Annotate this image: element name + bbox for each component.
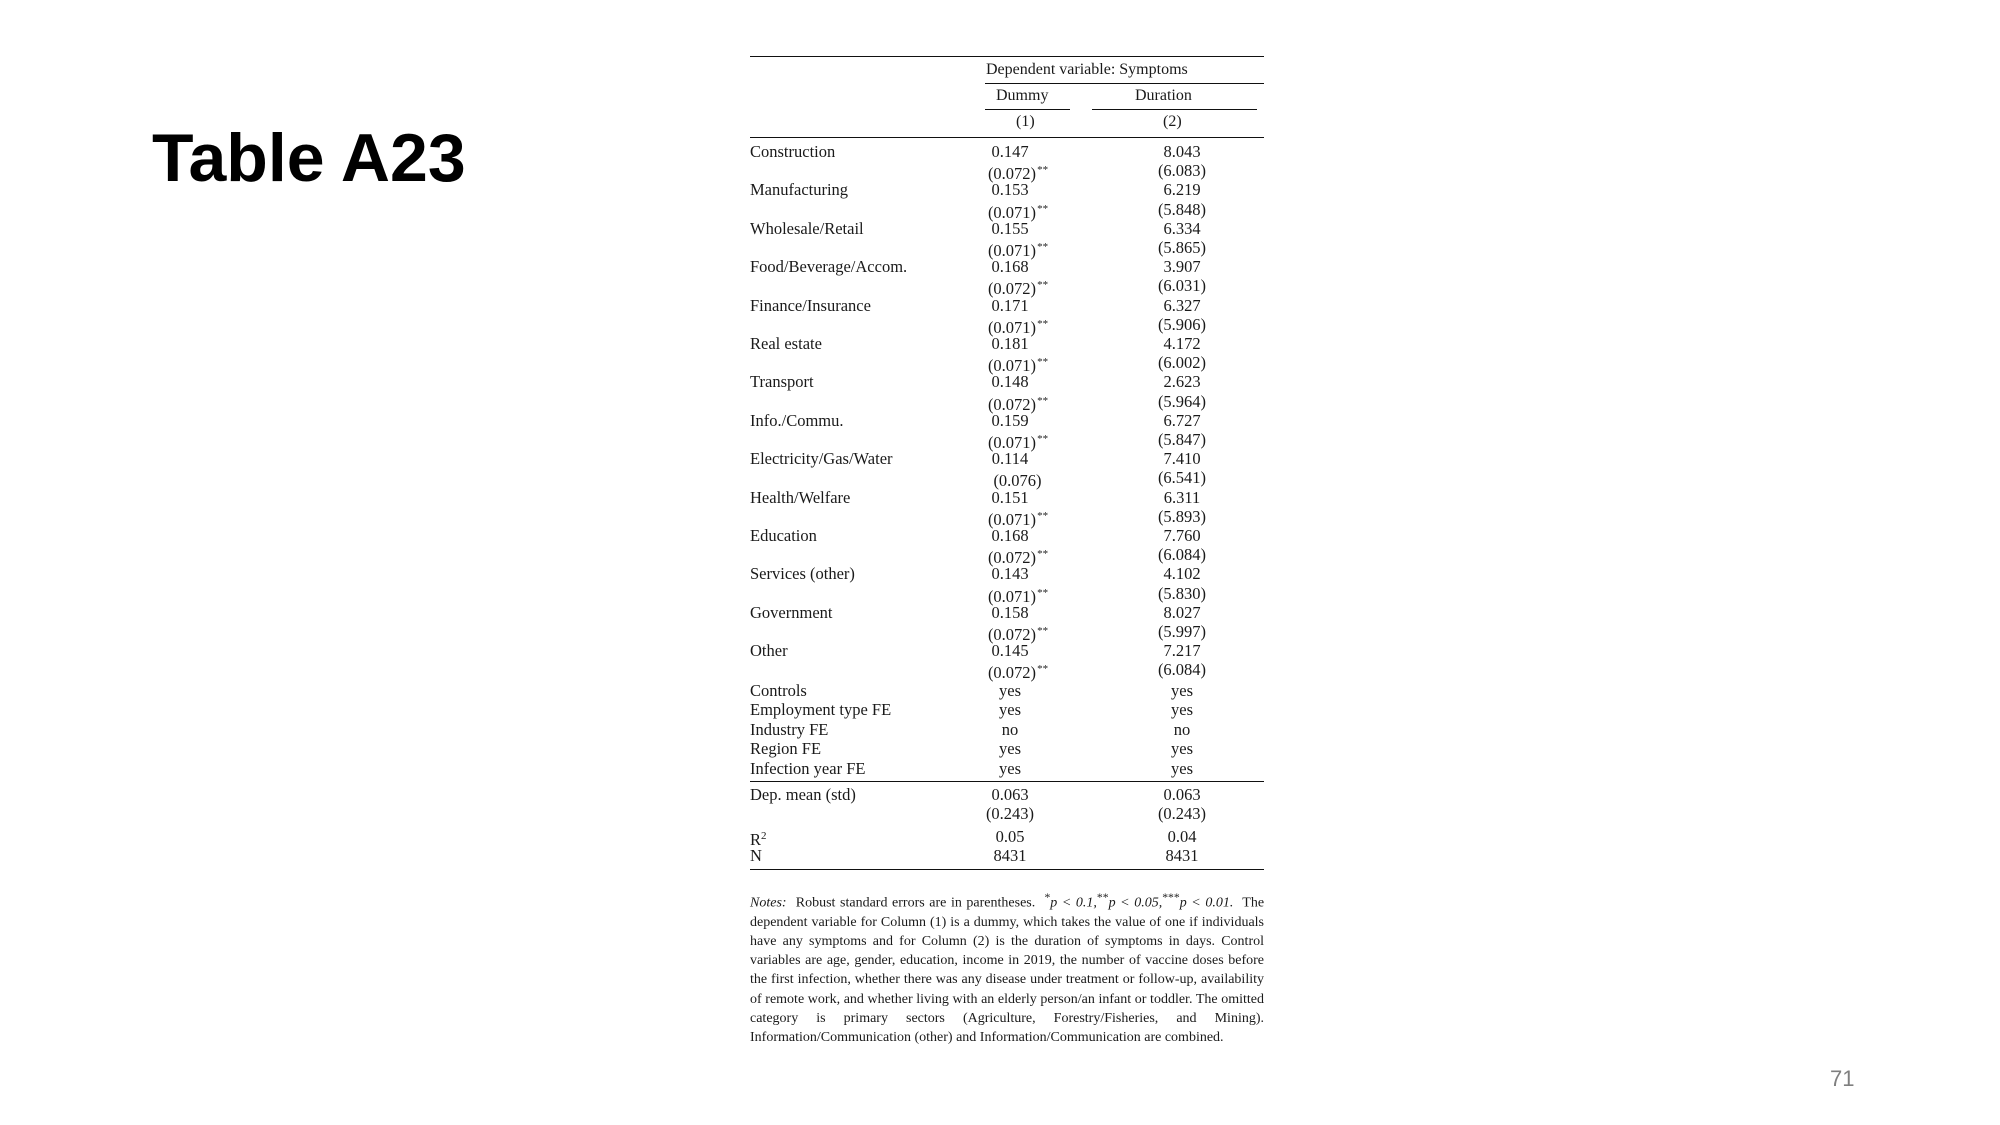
se-col1: (0.072)** [987,394,1049,414]
se-col1: (0.071)** [987,202,1049,222]
coef-row [750,603,1264,622]
dep-mean-col1: 0.063 [991,785,1029,804]
coef-col1: 0.151 [991,487,1029,507]
se-col1: (0.076) [993,471,1042,491]
se-col2: (6.541) [1157,468,1207,488]
significance-stars: ** [1037,394,1049,407]
fixed-effect-col2: yes [1171,681,1193,700]
coef-col1: 0.168 [991,526,1029,545]
coef-row [750,257,1264,276]
fixed-effect-col1: yes [999,681,1021,700]
se-col1: (0.071)** [987,432,1049,452]
significance-stars: ** [1037,317,1049,330]
fixed-effect-row [750,759,1264,778]
dep-mean-col2: 0.063 [1163,785,1201,804]
se-col1: (0.072)** [987,164,1049,184]
coef-col2: 2.623 [1163,372,1201,392]
notes-body: The dependent variable for Column (1) is a dummy, which takes the value of one if individuals have any symptoms and for Column (2) is the duration of symptoms in days. Control variables are age, gender, education, income in 2019, the number of vaccine doses before the first infection, whether there was any disease under treatment or follow-up, availability of remote work, and whether living with an elderly person/an infant or toddler. The omitted category is primary sectors (Agriculture, Forestry/Fisheries, and Mining). Information/Communication (other) and Information/Communication are combined. [750,895,1265,1046]
significance-stars: ** [1037,202,1049,215]
coef-row [750,334,1264,353]
coef-col1: 0.155 [991,218,1029,238]
coef-col1: 0.158 [991,602,1029,622]
stats-rule [750,781,1264,782]
se-col1: (0.071)** [987,509,1049,529]
col1-number: (1) [1016,113,1035,130]
dep-sd-row [750,804,1264,823]
header-rule [750,137,1264,138]
se-col2: (5.847) [1157,429,1207,449]
coef-col1: 0.145 [991,641,1029,661]
se-row [750,621,1264,644]
significance-stars: ** [1037,586,1049,599]
significance-stars: ** [1037,164,1049,177]
se-row [750,660,1264,683]
notes-label: Notes: [750,895,787,911]
row-label: Electricity/Gas/Water [750,449,893,469]
se-row [750,161,1264,184]
significance-stars: ** [1037,663,1049,676]
fixed-effect-label: Controls [750,681,807,700]
significance-stars: ** [1037,240,1049,253]
col1-underline [985,109,1070,110]
coef-col2: 7.760 [1163,526,1201,545]
se-col2: (6.031) [1157,276,1207,296]
se-col2: (5.906) [1157,314,1207,334]
coef-col2: 7.217 [1163,641,1201,661]
significance-stars: ** [1037,548,1049,561]
fixed-effect-col2: yes [1171,739,1193,759]
coef-col1: 0.147 [991,142,1029,161]
row-label: Info./Commu. [750,410,844,430]
coef-col1: 0.168 [991,257,1029,277]
coef-row [750,488,1264,507]
fixed-effect-label: Region FE [750,739,822,759]
se-col2: (5.865) [1157,237,1207,257]
row-label: Real estate [750,334,822,353]
coef-row [750,219,1264,238]
se-col1: (0.072)** [987,279,1049,299]
row-label: Health/Welfare [750,487,851,507]
dep-sd-col2: (0.243) [1157,804,1207,823]
se-row [750,199,1264,222]
coef-col1: 0.153 [991,180,1029,200]
coef-col2: 6.327 [1163,295,1201,315]
se-row [750,314,1264,337]
se-row [750,468,1264,491]
n-col2: 8431 [1165,846,1199,865]
fixed-effect-row [750,700,1264,719]
r2-col2: 0.04 [1167,827,1197,846]
row-label: Other [750,641,788,661]
coef-col2: 6.311 [1163,487,1201,507]
table-notes: Notes: Robust standard errors are in parentheses. *p < 0.1,**p < 0.05,***p < 0.01. The dependent variable for Column (1) is a dummy, which takes the value of one if individuals have any symptoms and for Column (2) is the duration of symptoms in days. Control variables are age, gender, education, income in 2019, the number of vaccine doses before the first infection, whether there was any disease under treatment or follow-up, availability of remote work, and whether living with an elderly person/an infant or toddler. The omitted category is primary sectors (Agriculture, Forestry/Fisheries, and Mining). Information/Communication (other) and Information/Communication are combined. [750,891,1265,1046]
row-label: Wholesale/Retail [750,218,864,238]
row-label: Services (other) [750,564,855,584]
dependent-variable-underline [985,83,1264,84]
dep-mean-row [750,785,1264,804]
coef-row [750,641,1264,660]
fixed-effect-row [750,720,1264,739]
se-col1: (0.072)** [987,548,1049,568]
fixed-effect-col1: yes [999,758,1021,778]
se-col1: (0.072)** [987,663,1049,683]
coef-col2: 3.907 [1163,257,1201,277]
row-label: Manufacturing [750,180,849,200]
se-col1: (0.071)** [987,356,1049,376]
coef-row [750,411,1264,430]
se-col2: (6.002) [1157,353,1207,373]
col1-name: Dummy [996,87,1049,104]
fixed-effect-row [750,681,1264,700]
coef-row [750,142,1264,161]
se-row [750,353,1264,376]
row-label: Finance/Insurance [750,295,871,315]
dependent-variable-header: Dependent variable: Symptoms [986,61,1188,78]
n-label: N [750,846,762,865]
coef-col2: 6.727 [1163,410,1201,430]
se-row [750,545,1264,568]
fixed-effect-col1: yes [999,700,1021,720]
coef-col1: 0.148 [991,372,1029,392]
se-col1: (0.071)** [987,317,1049,337]
bottom-rule [750,869,1264,870]
significance-stars: ** [1037,356,1049,369]
coef-col2: 8.043 [1163,142,1201,161]
se-row [750,391,1264,414]
se-col2: (6.084) [1157,660,1207,680]
coef-col2: 4.102 [1163,564,1201,584]
col2-number: (2) [1163,113,1182,130]
col2-name: Duration [1135,87,1192,104]
coef-col1: 0.114 [991,449,1029,469]
r2-row [750,827,1264,849]
r2-col1: 0.05 [995,827,1025,846]
dep-mean-label: Dep. mean (std) [750,785,856,804]
se-col2: (5.893) [1157,506,1207,526]
coef-row [750,449,1264,468]
se-col2: (5.997) [1157,621,1207,641]
coef-row [750,180,1264,199]
fixed-effect-label: Infection year FE [750,758,866,778]
notes-lead: Robust standard errors are in parentheses. [795,895,1036,911]
se-col1: (0.072)** [987,624,1049,644]
dep-sd-col1: (0.243) [985,804,1035,823]
se-row [750,506,1264,529]
fixed-effect-col2: yes [1171,700,1193,720]
row-label: Construction [750,142,836,161]
se-col2: (6.083) [1157,161,1207,181]
col2-underline [1092,109,1257,110]
row-label: Food/Beverage/Accom. [750,257,908,277]
top-rule [750,56,1264,57]
coef-col1: 0.159 [991,410,1029,430]
se-row [750,276,1264,299]
coef-col2: 6.219 [1163,180,1201,200]
se-col1: (0.071)** [987,240,1049,260]
coef-row [750,564,1264,583]
coef-row [750,526,1264,545]
coef-row [750,296,1264,315]
coef-col2: 8.027 [1163,602,1201,622]
se-col1: (0.071)** [987,586,1049,606]
significance-stars: ** [1037,509,1049,522]
fixed-effect-label: Employment type FE [750,700,892,720]
significance-stars: ** [1037,432,1049,445]
page-number: 71 [1830,1066,1855,1091]
fixed-effect-col1: no [1001,719,1019,739]
se-col2: (5.964) [1157,391,1207,411]
se-row [750,429,1264,452]
coef-col2: 4.172 [1163,334,1201,353]
coef-col2: 7.410 [1163,449,1201,469]
row-label: Government [750,602,833,622]
row-label: Education [750,526,817,545]
coef-row [750,372,1264,391]
slide-title: Table A23 [152,120,466,196]
n-row [750,846,1264,865]
fixed-effect-col2: yes [1171,758,1193,778]
n-col1: 8431 [993,846,1027,865]
coef-col1: 0.143 [991,564,1029,584]
fixed-effect-col1: yes [999,739,1021,759]
se-col2: (5.830) [1157,583,1207,603]
se-col2: (5.848) [1157,199,1207,219]
se-col2: (6.084) [1157,545,1207,565]
coef-col2: 6.334 [1163,218,1201,238]
se-row [750,583,1264,606]
significance-stars: ** [1037,624,1049,637]
coef-col1: 0.171 [991,295,1029,315]
coef-col1: 0.181 [991,334,1029,353]
row-label: Transport [750,372,814,392]
fixed-effect-label: Industry FE [750,719,829,739]
fixed-effect-row [750,739,1264,758]
fixed-effect-col2: no [1173,719,1191,739]
r2-label: $R^2$ [750,830,767,849]
significance-stars: ** [1037,279,1049,292]
se-row [750,237,1264,260]
